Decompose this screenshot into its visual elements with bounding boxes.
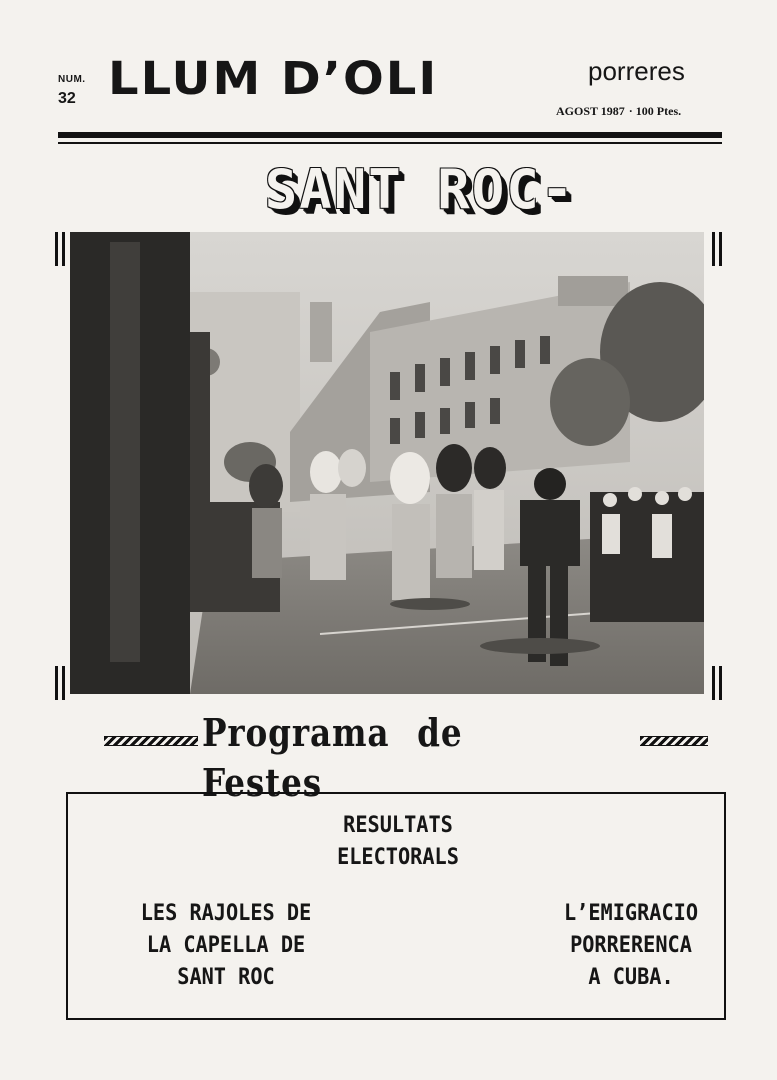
rope-ornament-left [104,736,198,746]
masthead-rule-thick [58,132,722,138]
masthead-town: porreres [588,56,685,86]
photo-frame-bar [719,666,722,700]
headline-chapel-tiles: LES RAJOLES DE LA CAPELLA DE SANT ROC [140,901,312,990]
photo-frame-bar [55,232,58,266]
issue-date-price [556,104,685,119]
contents-box [66,792,726,1020]
cover-photo [70,232,704,694]
photo-frame-bar [712,666,715,700]
photo-frame-bar [62,666,65,700]
feature-title: SANT ROC- [264,158,576,221]
issue-price: · 100 Ptes. [628,104,682,118]
headline-election-results: RESULTATS ELECTORALS [337,813,459,870]
issue-number: 32 [58,90,76,107]
photo-frame-bar [719,232,722,266]
masthead-title: LLUM D’OLI [108,52,439,106]
headline-emigration-cuba: L’EMIGRACIO PORRERENCA A CUBA. [563,901,699,990]
photo-frame-bar [62,232,65,266]
issue-month-year: AGOST 1987 [556,104,625,118]
photo-frame-bar [712,232,715,266]
programme-title: Programa de Festes [202,710,463,805]
issue-number-label: NUM. [58,74,86,85]
rope-ornament-right [640,736,708,746]
programme-heading [100,706,712,805]
photo-frame-bar [55,666,58,700]
masthead-rule-thin [58,142,722,144]
